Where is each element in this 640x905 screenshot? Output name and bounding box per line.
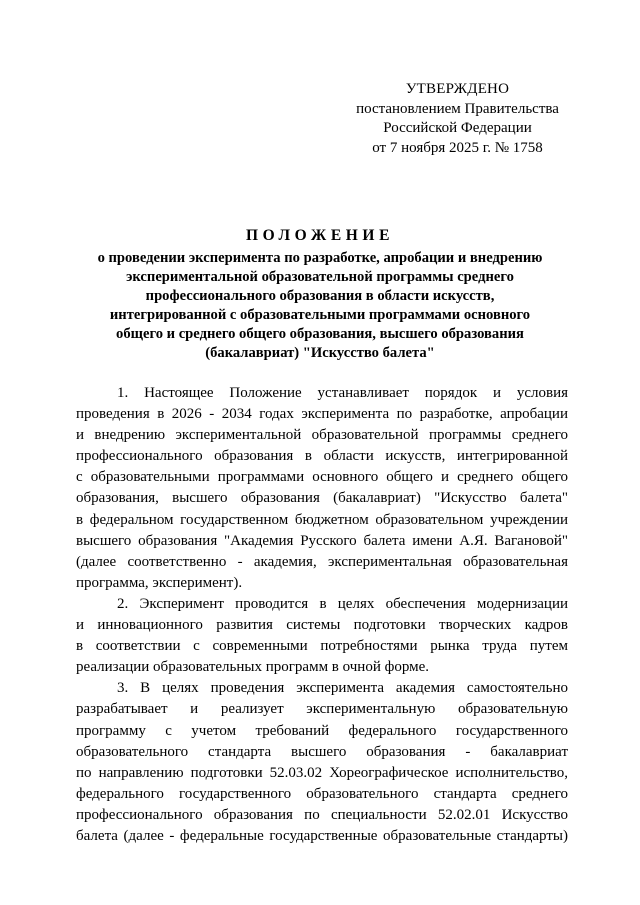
subtitle-line: интегрированной с образовательными программами основного xyxy=(109,307,531,323)
paragraph-3-line: профессионального образования по специальности 52.02.01 Искусство xyxy=(76,806,568,823)
paragraph-1-line: высшего образования "Академия Русского балета имени А.Я. Вагановой" xyxy=(76,532,568,549)
paragraph-1-line: программа, эксперимент). xyxy=(76,574,243,591)
document-subtitle xyxy=(70,249,570,363)
approval-block xyxy=(340,80,575,158)
paragraph-1-line: (далее соответственно - академия, экспериментальная образовательная xyxy=(76,553,568,570)
paragraph-1-line: профессионального образования в области искусств, интегрированной xyxy=(76,448,568,465)
paragraph-1-line: в федеральном государственном бюджетном образовательном учреждении xyxy=(76,511,568,528)
paragraph-3-line: 3. В целях проведения эксперимента академия самостоятельно xyxy=(117,680,568,697)
paragraph-2-line: 2. Эксперимент проводится в целях обеспечения модернизации xyxy=(117,595,568,612)
paragraph-1-line: с образовательными программами основного общего и среднего общего xyxy=(76,469,568,486)
subtitle-line: экспериментальной образовательной программы среднего xyxy=(126,269,514,285)
subtitle-line: (бакалавриат) "Искусство балета" xyxy=(205,345,435,361)
paragraph-3-line: по направлению подготовки 52.03.02 Хореографическое исполнительство, xyxy=(76,764,568,781)
paragraph-3-line: программу с учетом требований федерального государственного xyxy=(76,722,568,739)
approval-word: УТВЕРЖДЕНО xyxy=(405,81,510,97)
approval-line-2: Российской Федерации xyxy=(383,120,532,136)
paragraph-3-line: балета (далее - федеральные государственные образовательные стандарты) xyxy=(76,827,568,844)
document-title: ПОЛОЖЕНИЕ xyxy=(245,227,395,244)
paragraph-3-line: федерального государственного образовательного стандарта среднего xyxy=(76,785,568,802)
document-body xyxy=(76,383,568,847)
approval-line-1: постановлением Правительства xyxy=(356,100,559,117)
paragraph-2-line: в соответствии с современными потребностями рынка труда путем xyxy=(76,638,568,655)
paragraph-3-line: образовательного стандарта высшего образования - бакалавриат xyxy=(76,743,568,760)
paragraph-2-line: реализации образовательных программ в очной форме. xyxy=(76,659,429,676)
subtitle-line: общего и среднего общего образования, высшего образования xyxy=(116,326,524,342)
paragraph-1-line: и внедрению экспериментальной образовательной программы среднего xyxy=(76,427,568,444)
paragraph-1-line: образования, высшего образования (бакалавриат) "Искусство балета" xyxy=(76,490,568,507)
paragraph-1-line: 1. Настоящее Положение устанавливает порядок и условия xyxy=(117,385,568,401)
approval-line-3: от 7 ноября 2025 г. № 1758 xyxy=(372,139,543,156)
paragraph-3-line: разрабатывает и реализует экспериментальную образовательную xyxy=(76,701,568,718)
paragraph-1-line: проведения в 2026 - 2034 годах эксперимента по разработке, апробации xyxy=(76,406,568,423)
subtitle-line: о проведении эксперимента по разработке, апробации и внедрению xyxy=(97,250,543,266)
subtitle-line: профессионального образования в области искусств, xyxy=(145,288,495,304)
paragraph-2-line: и инновационного развития системы подготовки творческих кадров xyxy=(76,617,568,634)
